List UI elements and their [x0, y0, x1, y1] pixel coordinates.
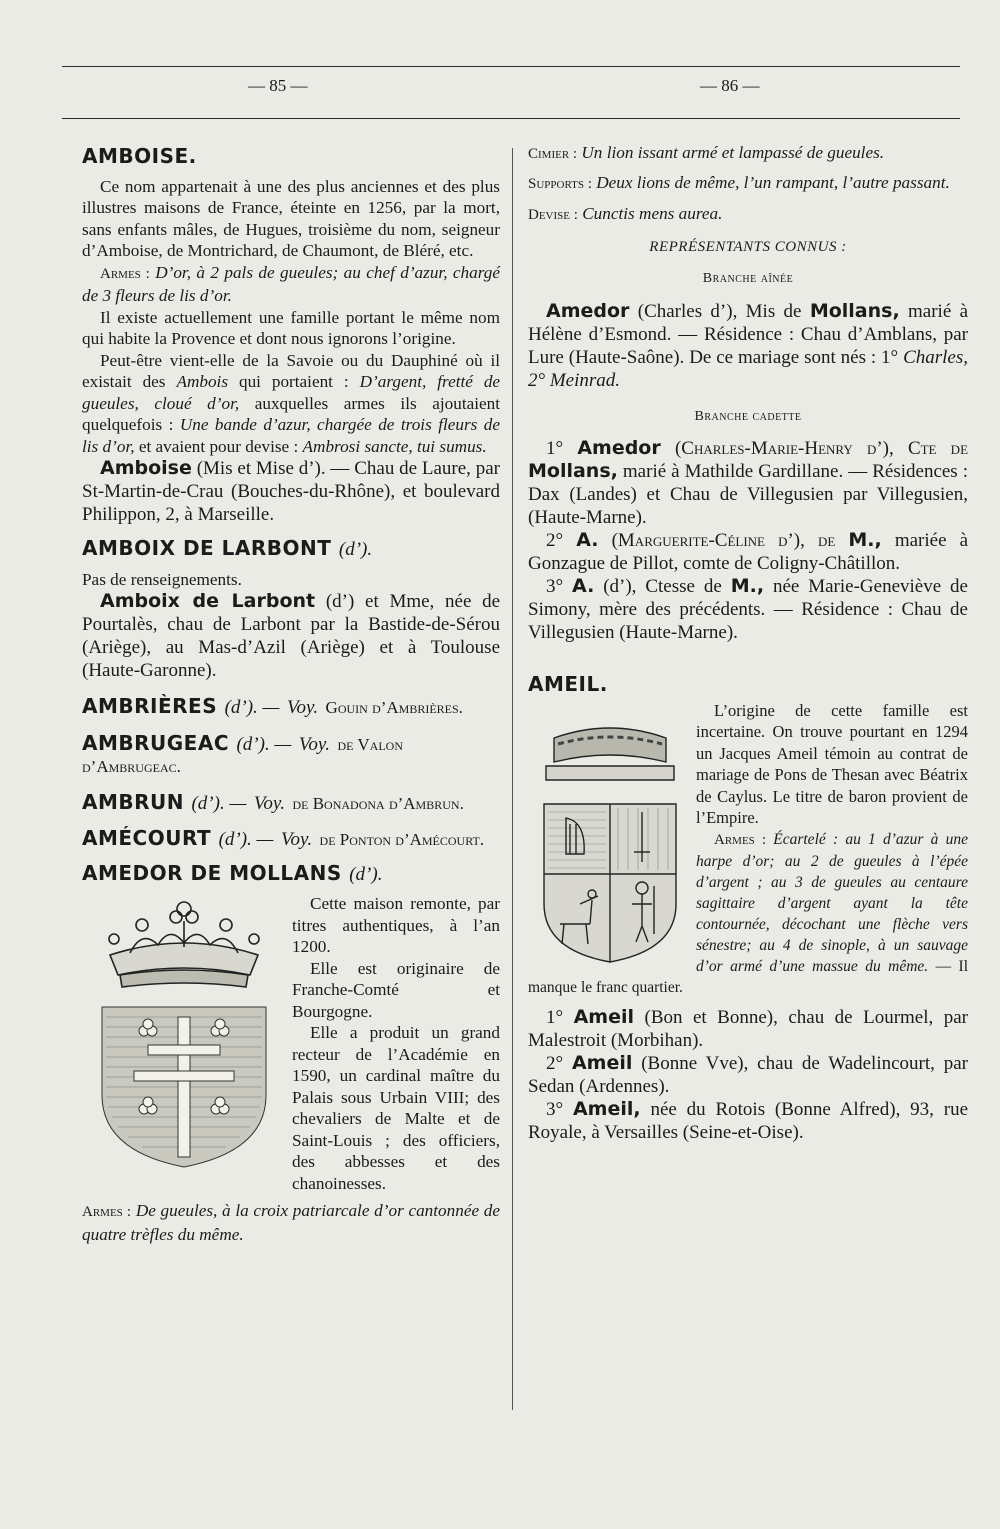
representative-line: 3° A. (d’), Ctesse de M., née Marie-Geneviève de Simony, mère des précédents. — Résidence : Chau de Villegusien (Haute-Marne).	[528, 575, 968, 643]
paragraph: Pas de renseignements.	[82, 569, 242, 589]
representative-line: 1° Amedor (Charles-Marie-Henry d’), Cte de Mollans, marié à Mathilde Gardillane. — Résidences : Dax (Landes) et Chau de Villegusien par Villegusien, (Haute-Marne).	[528, 437, 969, 528]
entry-heading-amecourt: AMÉCOURT (d’). — Voy. de Ponton d’Amécourt.	[82, 826, 485, 850]
branch-heading-cadette: Branche cadette	[694, 408, 802, 424]
paragraph: Peut-être vient-elle de la Savoie ou du Dauphiné où il existait des Ambois qui portaient : D’argent, fretté de gueules, cloué d’or, auxquelles armes ils ajoutaient quelquefois : Une bande d’azur, chargée de trois fleurs de lis d’or, et avaient pour devise : Ambrosi sancte, tui sumus.	[82, 350, 501, 456]
column-divider	[512, 148, 513, 1410]
paragraph: Il existe actuellement une famille portant le même nom qui habite la Provence et dont nous ignorons l’origine.	[82, 307, 500, 348]
cimier-line: Cimier : Un lion issant armé et lampassé de gueules.	[528, 143, 885, 162]
page-number-left: — 85 —	[248, 76, 308, 95]
right-column	[528, 140, 968, 1144]
representatives-heading: REPRÉSENTANTS CONNUS :	[649, 238, 847, 255]
paragraph: Ce nom appartenait à une des plus anciennes et des plus illustres maisons de France, éteinte en 1256, par la mort, sans enfants mâles, de Hugues, troisième du nom, seigneur d’Amboise, de Montrichard, de Chaumont, de Bléré, etc.	[82, 176, 500, 260]
header-rule	[62, 118, 960, 119]
representative-line: 2° A. (Marguerite-Céline d’), de M., mariée à Gonzague de Pillot, comte de Coligny-Châtillon.	[528, 529, 969, 574]
armes-line: Armes : De gueules, à la croix patriarcale d’or cantonnée de quatre trèfles du même.	[82, 1201, 500, 1244]
entry-heading-amedor: AMEDOR DE MOLLANS (d’).	[82, 860, 383, 885]
top-rule	[62, 66, 960, 67]
paragraph: L’origine de cette famille est incertaine. On trouve pourtant en 1294 un Jacques Ameil témoin au contrat de mariage de Pons de Thesan avec Béatrix de Caylus. Le titre de baron provient de l’Empire.	[696, 700, 968, 827]
paragraph: Cette maison remonte, par titres authentiques, à l’an 1200.	[292, 894, 500, 956]
paragraph: Elle est originaire de Franche-Comté et Bourgogne.	[292, 958, 500, 1021]
representative-line: Amboix de Larbont (d’) et Mme, née de Pourtalès, chau de Larbont par la Bastide-de-Sérou (Ariège), au Mas-d’Azil (Ariège) et à Toulouse (Haute-Garonne).	[82, 590, 501, 681]
left-column	[82, 140, 500, 1245]
entry-heading-amboise: AMBOISE.	[82, 144, 197, 168]
coat-of-arms-crown-cross	[90, 895, 278, 1173]
paragraph: Elle a produit un grand recteur de l’Académie en 1590, un cardinal maître du Palais sous Urbain VIII; des chevaliers de Malte et de Saint-Louis ; des officiers, des abbesses et des chanoinesses.	[292, 1023, 500, 1193]
entry-heading-ambrieres: AMBRIÈRES (d’). — Voy. Gouin d’Ambrières.	[82, 694, 463, 718]
entry-heading-ameil: AMEIL.	[528, 672, 608, 696]
coat-of-arms-baron	[536, 704, 684, 966]
page-number-right: — 86 —	[700, 76, 760, 95]
supports-line: Supports : Deux lions de même, l’un rampant, l’autre passant.	[528, 172, 950, 192]
representative-line: Amedor (Charles d’), Mis de Mollans, marié à Hélène d’Esmond. — Résidence : Chau d’Amblans, par Lure (Haute-Saône). De ce mariage sont nés : 1° Charles, 2° Meinrad.	[528, 299, 969, 391]
entry-heading-ambrun: AMBRUN (d’). — Voy. de Bonadona d’Ambrun.	[82, 789, 464, 814]
representative-line: 2° Ameil (Bonne Vve), chau de Wadelincourt, par Sedan (Ardennes).	[528, 1051, 968, 1097]
armes-line: Armes : Écartelé : au 1 d’azur à une harpe d’or; au 2 de gueules à l’épée d’argent ; au 3 de gueules au centaure sagittaire d’argent ayant la tête contournée, décochant une flèche vers sénestre; au 4 de sinople, à un sauvage d’or armé d’une massue du même. — Il manque le franc quartier.	[528, 830, 969, 996]
devise-line: Devise : Cunctis mens aurea.	[528, 204, 723, 223]
entry-heading-ambrugeac: AMBRUGEAC (d’). — Voy. de Valon d’Ambrugeac.	[82, 730, 403, 776]
representative-line: Amboise (Mis et Mise d’). — Chau de Laure, par St-Martin-de-Crau (Bouches-du-Rhône), et boulevard Philippon, 2, à Marseille.	[82, 457, 501, 525]
representative-line: 1° Ameil (Bon et Bonne), chau de Lourmel, par Malestroit (Morbihan).	[528, 1005, 968, 1051]
representative-line: 3° Ameil, née du Rotois (Bonne Alfred), 93, rue Royale, à Versailles (Seine-et-Oise).	[528, 1097, 969, 1143]
armes-line: Armes : D’or, à 2 pals de gueules; au chef d’azur, chargé de 3 fleurs de lis d’or.	[82, 262, 500, 305]
entry-heading-amboix: AMBOIX DE LARBONT (d’).	[82, 536, 373, 560]
branch-heading-ainee: Branche aînée	[702, 271, 794, 286]
